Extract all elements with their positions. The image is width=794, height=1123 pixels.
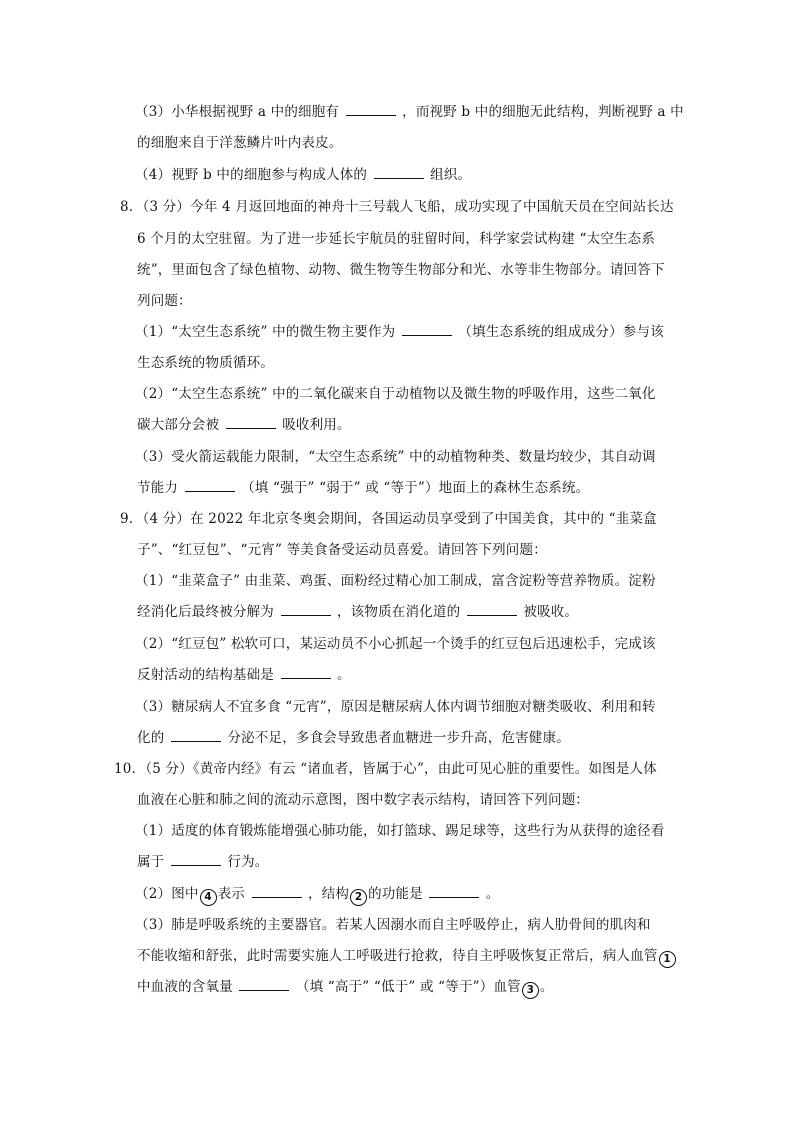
answer-blank[interactable] bbox=[374, 166, 424, 179]
q10-part1-line2: 属于 行为。 bbox=[137, 854, 269, 870]
answer-blank[interactable] bbox=[171, 853, 221, 866]
q7-part3-line1: （3）小华根据视野 a 中的细胞有 ，而视野 b 中的细胞无此结构，判断视野 a 中 bbox=[135, 104, 684, 120]
q10-part3-line1: （3）肺是呼吸系统的主要器官。若某人因溺水而自主呼吸停止，病人肋骨间的肌肉和 bbox=[135, 917, 651, 933]
q7-part3-line2: 的细胞来自于洋葱鳞片叶内表皮。 bbox=[137, 135, 343, 151]
q8-part3-line2: 节能力 （填 “强于” “弱于” 或 “等于”）地面上的森林生态系统。 bbox=[137, 480, 590, 496]
q10-stem-line1: 10．（5 分）《黄帝内经》有云 “诸血者，皆属于心”，由此可见心脏的重要性。如图是人体 bbox=[114, 761, 657, 777]
answer-blank[interactable] bbox=[252, 885, 302, 898]
q8-part1-line1: （1）“太空生态系统” 中的微生物主要作为 （填生态系统的组成成分）参与该 bbox=[135, 324, 664, 340]
answer-blank[interactable] bbox=[171, 729, 221, 742]
q9-part2-line1: （2）“红豆包” 松软可口，某运动员不小心抓起一个烫手的红豆包后迅速松手，完成该 bbox=[135, 636, 656, 652]
q10-part2: （2）图中 4 表示 ，结构 2 的功能是 。 bbox=[135, 884, 500, 906]
circled-number: 4 bbox=[200, 889, 217, 906]
answer-blank[interactable] bbox=[239, 978, 289, 991]
answer-blank[interactable] bbox=[467, 603, 517, 616]
q8-stem-line1: 8．（3 分）今年 4 月返回地面的神舟十三号载人飞船，成功实现了中国航天员在空间站长达 bbox=[120, 199, 674, 215]
q8-part3-line1: （3）受火箭运载能力限制，“太空生态系统” 中的动植物种类、数量均较少，其自动调 bbox=[135, 449, 656, 465]
q10-part3-line3: 中血液的含氧量 （填 “高于” “低于” 或 “等于”）血管 3 。 bbox=[137, 977, 554, 999]
q10-part1-line1: （1）适度的体育锻炼能增强心肺功能，如打篮球、踢足球等，这些行为从获得的途径看 bbox=[135, 823, 665, 839]
q10-stem-line2: 血液在心脏和肺之间的流动示意图，图中数字表示结构，请回答下列问题： bbox=[137, 792, 590, 808]
answer-blank[interactable] bbox=[185, 479, 235, 492]
q9-stem-line2: 子”、“红豆包”、“元宵” 等美食备受运动员喜爱。请回答下列问题： bbox=[137, 542, 547, 558]
answer-blank[interactable] bbox=[402, 323, 452, 336]
q9-part3-line2: 化的 分泌不足，多食会导致患者血糖进一步升高，危害健康。 bbox=[137, 730, 570, 746]
q9-part1-line2: 经消化后最终被分解为 ，该物质在消化道的 被吸收。 bbox=[137, 604, 579, 620]
q8-stem-line4: 列问题： bbox=[137, 293, 192, 309]
circled-number: 1 bbox=[659, 951, 676, 968]
answer-blank[interactable] bbox=[346, 103, 396, 116]
q8-stem-line2: 6 个月的太空驻留。为了进一步延长宇航员的驻留时间，科学家尝试构建 “太空生态系 bbox=[137, 231, 656, 247]
answer-blank[interactable] bbox=[226, 416, 276, 429]
q9-part3-line1: （3）糖尿病人不宜多食 “元宵”，原因是糖尿病人体内调节细胞对糖类吸收、利用和转 bbox=[135, 699, 656, 715]
circled-number: 2 bbox=[350, 889, 367, 906]
answer-blank[interactable] bbox=[281, 603, 331, 616]
q9-part1-line1: （1）“韭菜盒子” 由韭菜、鸡蛋、面粉经过精心加工制成，富含淀粉等营养物质。淀粉 bbox=[135, 573, 656, 589]
q10-part3-line2: 不能收缩和舒张，此时需要实施人工呼吸进行抢救，待自主呼吸恢复正常后，病人血管 1 bbox=[137, 946, 677, 968]
answer-blank[interactable] bbox=[429, 885, 479, 898]
answer-blank[interactable] bbox=[281, 666, 331, 679]
q8-part2-line1: （2）“太空生态系统” 中的二氧化碳来自于动植物以及微生物的呼吸作用，这些二氧化 bbox=[135, 386, 656, 402]
q9-part2-line2: 反射活动的结构基础是 。 bbox=[137, 667, 351, 683]
q7-part4: （4）视野 b 中的细胞参与构成人体的 组织。 bbox=[135, 167, 472, 183]
circled-number: 3 bbox=[522, 982, 539, 999]
q8-part2-line2: 碳大部分会被 吸收利用。 bbox=[137, 417, 351, 433]
q8-stem-line3: 统”，里面包含了绿色植物、动物、微生物等生物部分和光、水等非生物部分。请回答下 bbox=[137, 262, 665, 278]
q8-part1-line2: 生态系统的物质循环。 bbox=[137, 355, 274, 371]
q9-stem-line1: 9．（4 分）在 2022 年北京冬奥会期间，各国运动员享受到了中国美食，其中的 “韭菜盒 bbox=[120, 511, 657, 527]
